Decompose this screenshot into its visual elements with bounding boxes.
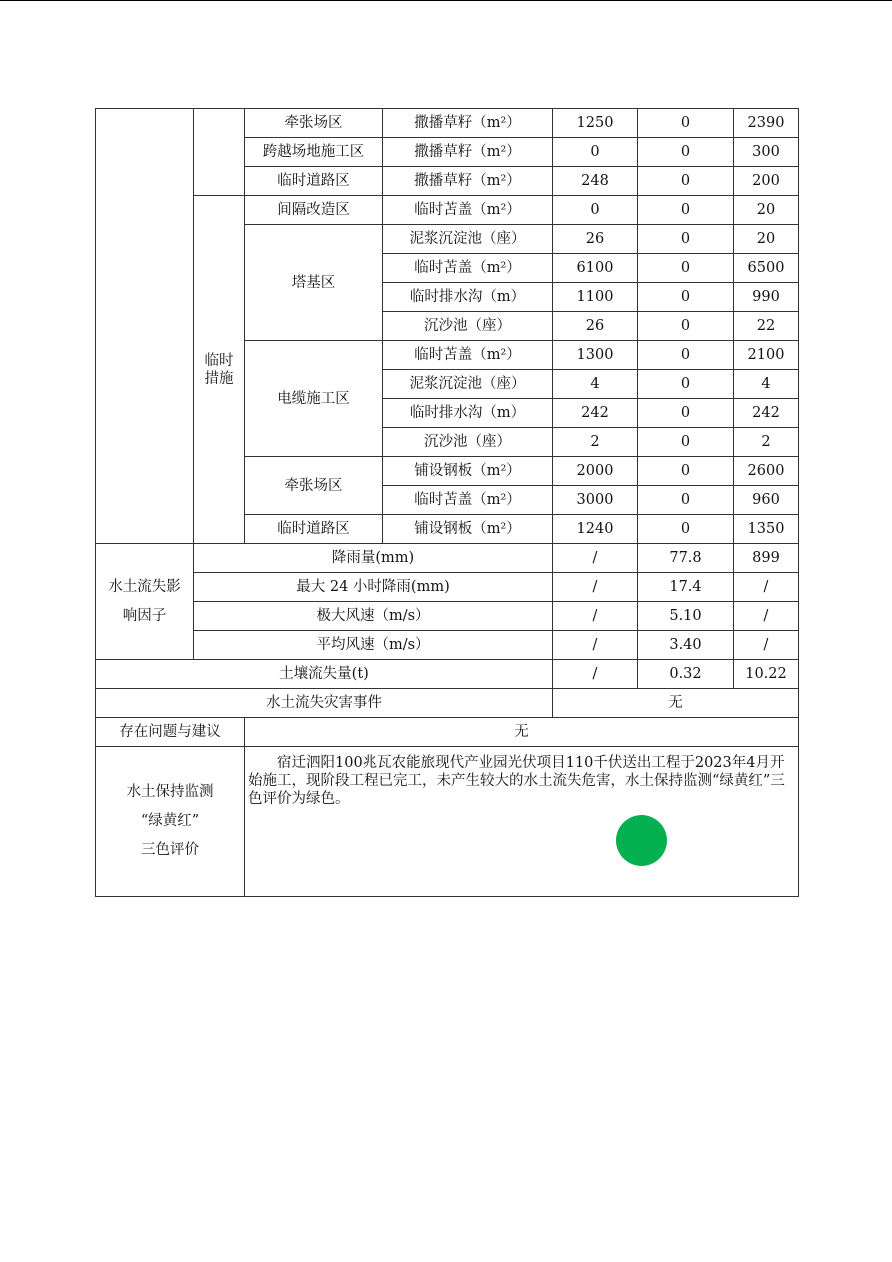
- value-cell: 0: [638, 283, 734, 312]
- measure-cell: 临时苫盖（m²）: [383, 254, 553, 283]
- value-cell: 17.4: [638, 573, 734, 602]
- measure-cell: 泥浆沉淀池（座）: [383, 370, 553, 399]
- value-cell: 0: [638, 486, 734, 515]
- evaluation-label-line: 水土保持监测: [126, 784, 214, 800]
- measure-cell: 撒播草籽（m²）: [383, 138, 553, 167]
- value-cell: 990: [734, 283, 799, 312]
- measure-cell: 临时苫盖（m²）: [383, 196, 553, 225]
- table-row: [96, 747, 799, 897]
- value-cell: 0: [638, 399, 734, 428]
- value-cell: 0: [638, 167, 734, 196]
- value-cell: 2000: [553, 457, 638, 486]
- value-cell: /: [553, 631, 638, 660]
- value-cell: 2390: [734, 109, 799, 138]
- value-cell: /: [553, 602, 638, 631]
- value-cell: 6100: [553, 254, 638, 283]
- area-cell: 牵张场区: [245, 457, 383, 515]
- table-row: [96, 544, 799, 573]
- value-cell: 0: [638, 428, 734, 457]
- value-cell: 1240: [553, 515, 638, 544]
- factor-label: 降雨量(mm): [194, 544, 553, 573]
- value-cell: 26: [553, 312, 638, 341]
- value-cell: 5.10: [638, 602, 734, 631]
- evaluation-label: [96, 747, 245, 897]
- measure-cell: 铺设钢板（m²）: [383, 515, 553, 544]
- value-cell: 0: [638, 370, 734, 399]
- table-row: [96, 718, 799, 747]
- value-cell: 1300: [553, 341, 638, 370]
- measure-cell: 临时苫盖（m²）: [383, 341, 553, 370]
- measure-cell: 沉沙池（座）: [383, 428, 553, 457]
- value-cell: /: [553, 573, 638, 602]
- area-cell: 牵张场区: [245, 109, 383, 138]
- table-row: [96, 573, 799, 602]
- evaluation-label-line: 三色评价: [141, 842, 199, 858]
- table-row: [96, 631, 799, 660]
- value-cell: 0: [638, 312, 734, 341]
- value-cell: 2: [553, 428, 638, 457]
- value-cell: 248: [553, 167, 638, 196]
- value-cell: 0.32: [638, 660, 734, 689]
- area-cell: 跨越场地施工区: [245, 138, 383, 167]
- value-cell: 0: [638, 515, 734, 544]
- area-cell: 间隔改造区: [245, 196, 383, 225]
- page-top-border: [0, 0, 892, 1]
- value-cell: 26: [553, 225, 638, 254]
- blank-cell: [96, 109, 194, 544]
- green-rating-indicator: [616, 815, 667, 866]
- factor-label: 平均风速（m/s）: [194, 631, 553, 660]
- value-cell: 1250: [553, 109, 638, 138]
- evaluation-cell: [245, 747, 799, 897]
- area-cell: 临时道路区: [245, 515, 383, 544]
- value-cell: 3000: [553, 486, 638, 515]
- value-cell: 300: [734, 138, 799, 167]
- value-cell: 22: [734, 312, 799, 341]
- blank-cell: [194, 109, 245, 196]
- value-cell: /: [553, 660, 638, 689]
- measure-cell: 临时排水沟（m）: [383, 399, 553, 428]
- value-cell: 10.22: [734, 660, 799, 689]
- value-cell: 6500: [734, 254, 799, 283]
- value-cell: 1350: [734, 515, 799, 544]
- temp-measures-label: 临时措施: [194, 196, 245, 544]
- value-cell: 0: [638, 138, 734, 167]
- factors-label: 水土流失影响因子: [96, 544, 194, 660]
- value-cell: 899: [734, 544, 799, 573]
- disaster-label: 水土流失灾害事件: [96, 689, 553, 718]
- factor-label: 极大风速（m/s）: [194, 602, 553, 631]
- measure-cell: 撒播草籽（m²）: [383, 109, 553, 138]
- factor-label: 最大 24 小时降雨(mm): [194, 573, 553, 602]
- area-cell: 电缆施工区: [245, 341, 383, 457]
- issues-label: 存在问题与建议: [96, 718, 245, 747]
- value-cell: 0: [638, 225, 734, 254]
- value-cell: /: [553, 544, 638, 573]
- measure-cell: 铺设钢板（m²）: [383, 457, 553, 486]
- value-cell: 960: [734, 486, 799, 515]
- value-cell: 2100: [734, 341, 799, 370]
- value-cell: 1100: [553, 283, 638, 312]
- value-cell: 0: [638, 254, 734, 283]
- value-cell: /: [734, 573, 799, 602]
- measure-cell: 临时排水沟（m）: [383, 283, 553, 312]
- value-cell: 242: [734, 399, 799, 428]
- measure-cell: 泥浆沉淀池（座）: [383, 225, 553, 254]
- area-cell: 临时道路区: [245, 167, 383, 196]
- value-cell: 77.8: [638, 544, 734, 573]
- area-cell: 塔基区: [245, 225, 383, 341]
- table-row: [96, 689, 799, 718]
- value-cell: 200: [734, 167, 799, 196]
- value-cell: 20: [734, 196, 799, 225]
- table-row: [96, 109, 799, 138]
- table-row: [96, 196, 799, 225]
- value-cell: 3.40: [638, 631, 734, 660]
- value-cell: /: [734, 602, 799, 631]
- value-cell: 242: [553, 399, 638, 428]
- soil-loss-label: 土壤流失量(t): [96, 660, 553, 689]
- value-cell: 4: [553, 370, 638, 399]
- disaster-value: 无: [553, 689, 799, 718]
- measure-cell: 临时苫盖（m²）: [383, 486, 553, 515]
- value-cell: 0: [553, 138, 638, 167]
- value-cell: 2600: [734, 457, 799, 486]
- measure-cell: 沉沙池（座）: [383, 312, 553, 341]
- value-cell: 20: [734, 225, 799, 254]
- value-cell: 4: [734, 370, 799, 399]
- evaluation-text: 宿迁泗阳100兆瓦农能旅现代产业园光伏项目110千伏送出工程于2023年4月开始施工，现阶段工程已完工，未产生较大的水土流失危害，水土保持监测“绿黄红”三色评价为绿色。: [248, 755, 785, 807]
- value-cell: 0: [638, 196, 734, 225]
- measure-cell: 撒播草籽（m²）: [383, 167, 553, 196]
- evaluation-label-line: “绿黄红”: [140, 813, 200, 829]
- issues-value: 无: [245, 718, 799, 747]
- table-row: [96, 660, 799, 689]
- value-cell: 2: [734, 428, 799, 457]
- value-cell: 0: [638, 109, 734, 138]
- table-row: [96, 602, 799, 631]
- monitoring-table: [95, 108, 799, 897]
- value-cell: /: [734, 631, 799, 660]
- value-cell: 0: [553, 196, 638, 225]
- value-cell: 0: [638, 341, 734, 370]
- value-cell: 0: [638, 457, 734, 486]
